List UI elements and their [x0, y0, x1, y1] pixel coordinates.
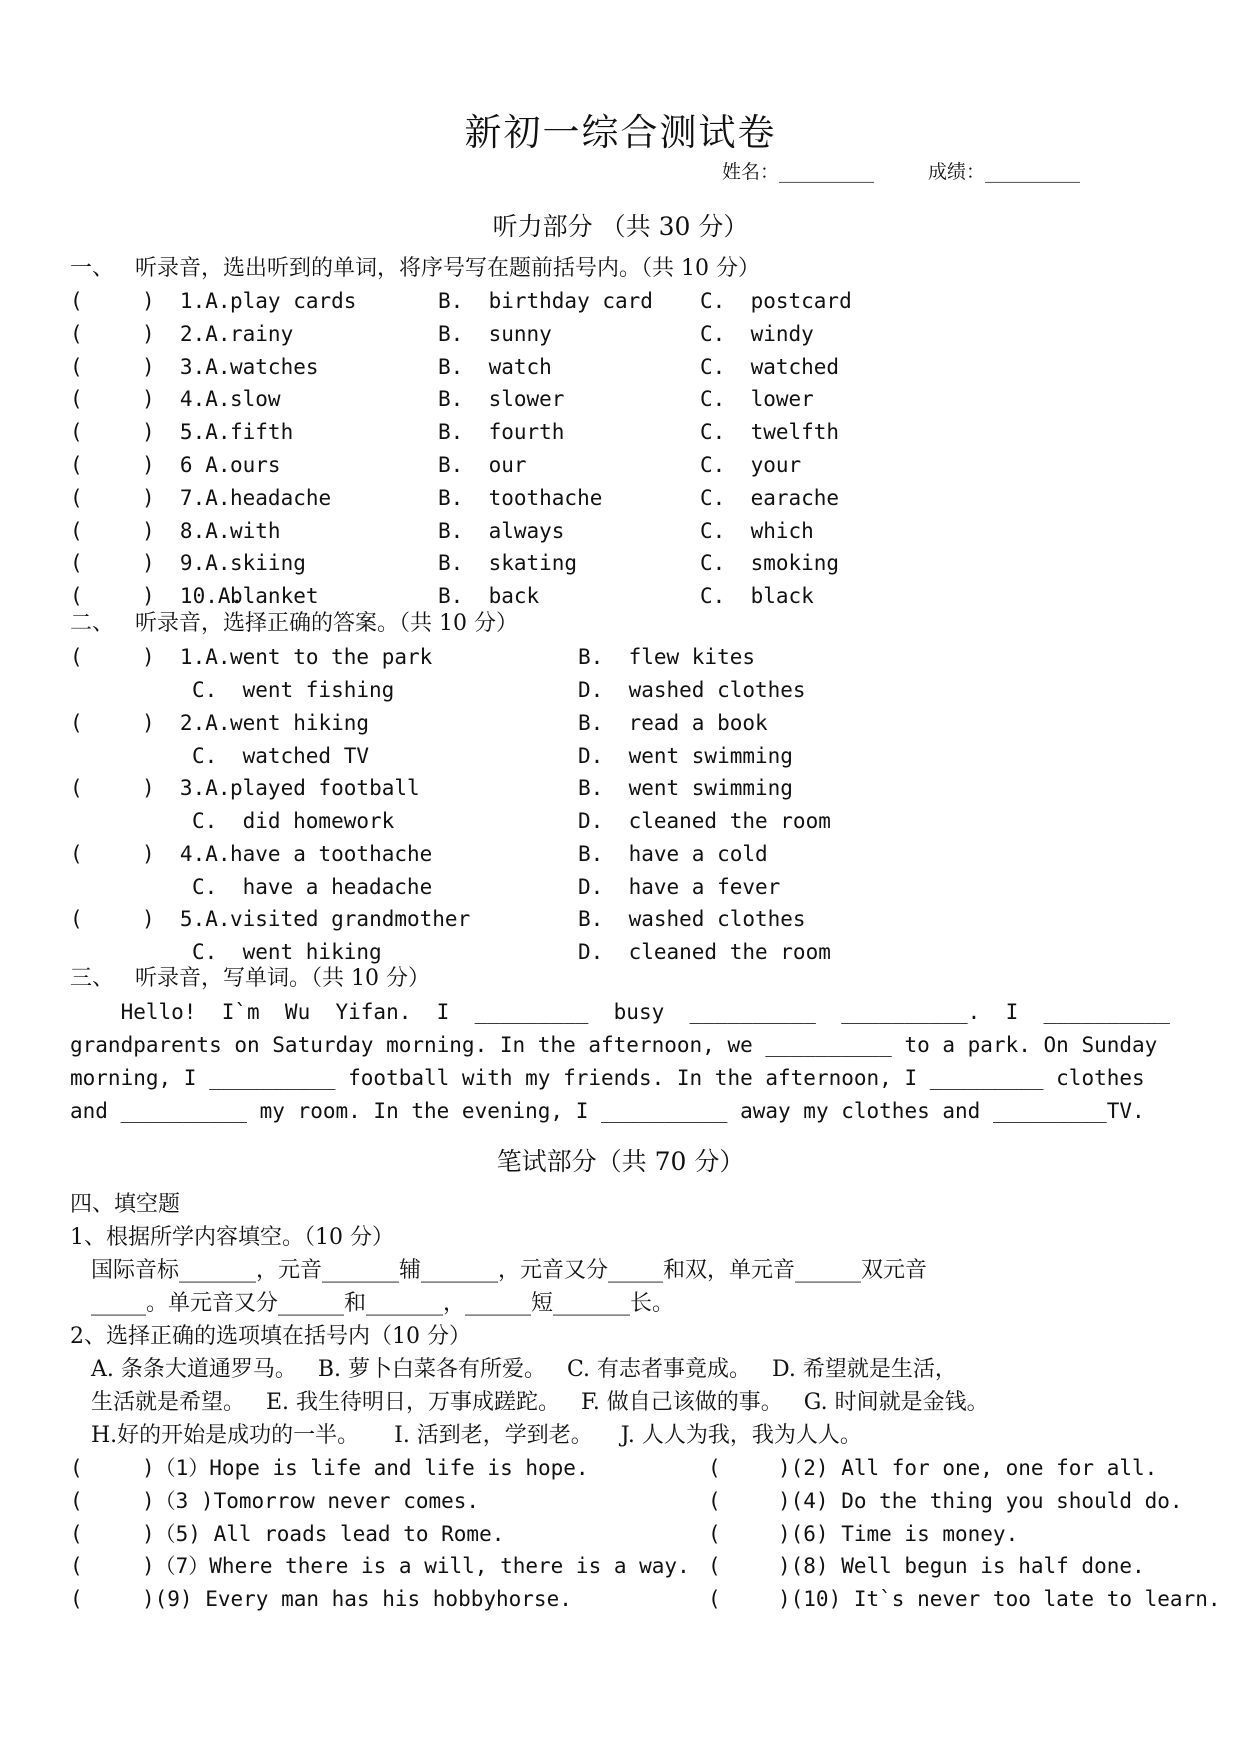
question-number: ) 5.A. — [142, 907, 231, 931]
answer-bracket-open: ( — [70, 322, 83, 346]
option-c: C. earache — [700, 486, 840, 510]
option-a: visited grandmother — [230, 907, 471, 931]
proverb-left: )(9) Every man has his hobbyhorse. — [142, 1587, 572, 1611]
option-b: B. have a cold — [578, 842, 768, 866]
answer-bracket-open: ( — [70, 1554, 83, 1578]
passage-line: and __________ my room. In the evening, I __________ away my clothes and _________TV. — [70, 1099, 1145, 1123]
question-number: ) 7.A. — [142, 486, 231, 510]
answer-bracket-open: ( — [70, 1522, 83, 1546]
answer-bracket-open: ( — [70, 551, 83, 575]
option-a: ours — [230, 453, 281, 477]
option-b: B. always — [438, 519, 565, 543]
score-field-label: 成绩：__________ — [928, 161, 1081, 183]
answer-bracket-open: ( — [70, 907, 83, 931]
name-field-label: 姓名：__________ — [722, 161, 875, 183]
option-b: B. watch — [438, 355, 552, 379]
option-b: B. flew kites — [578, 645, 756, 669]
option-a: rainy — [230, 322, 294, 346]
question-number: ) 4.A. — [142, 387, 231, 411]
question-number: ) 1.A. — [142, 289, 231, 313]
option-a: blanket — [230, 584, 319, 608]
proverb-right: )(6) Time is money. — [778, 1522, 1019, 1546]
proverb-right: )(10) It`s never too late to learn. — [778, 1587, 1221, 1611]
question-number: ) 1.A. — [142, 645, 231, 669]
option-c: C. did homework — [192, 809, 395, 833]
option-a: skiing — [230, 551, 306, 575]
answer-bracket-open: ( — [708, 1489, 721, 1513]
question-number: ) 2.A. — [142, 711, 231, 735]
option-c: C. which — [700, 519, 814, 543]
option-c: C. black — [700, 584, 814, 608]
answer-bracket-open: ( — [70, 486, 83, 510]
option-b: B. slower — [438, 387, 565, 411]
part4-q2-options-line3: H.好的开始是成功的一半。 I. 活到老，学到老。 J. 人人为我，我为人人。 — [70, 1423, 862, 1448]
option-a: fifth — [230, 420, 294, 444]
option-b: B. went swimming — [578, 776, 793, 800]
answer-bracket-open: ( — [708, 1554, 721, 1578]
question-number: ) 3.A. — [142, 355, 231, 379]
written-section-heading: 笔试部分（共 70 分） — [496, 1147, 745, 1176]
answer-bracket-open: ( — [70, 842, 83, 866]
option-c: C. postcard — [700, 289, 852, 313]
answer-bracket-open: ( — [70, 355, 83, 379]
answer-bracket-open: ( — [70, 1456, 83, 1480]
option-a: have a toothache — [230, 842, 433, 866]
answer-bracket-open: ( — [708, 1587, 721, 1611]
part4-heading: 四、填空题 — [70, 1192, 181, 1217]
page-title: 新初一综合测试卷 — [464, 111, 777, 154]
question-number: ) 10.A. — [142, 584, 244, 608]
option-c: C. smoking — [700, 551, 840, 575]
answer-bracket-open: ( — [70, 711, 83, 735]
question-number: ) 8.A. — [142, 519, 231, 543]
option-b: B. washed clothes — [578, 907, 806, 931]
option-c: C. went fishing — [192, 678, 395, 702]
option-b: B. our — [438, 453, 527, 477]
question-number: ) 2.A. — [142, 322, 231, 346]
option-c: C. twelfth — [700, 420, 840, 444]
question-number: ) 4.A. — [142, 842, 231, 866]
option-b: B. toothache — [438, 486, 603, 510]
option-c: C. windy — [700, 322, 814, 346]
option-c: C. watched — [700, 355, 840, 379]
answer-bracket-open: ( — [708, 1522, 721, 1546]
part1-heading: 一、 听录音，选出听到的单词，将序号写在题前括号内。（共 10 分） — [70, 256, 760, 281]
proverb-right: )(4) Do the thing you should do. — [778, 1489, 1183, 1513]
option-c: C. have a headache — [192, 875, 433, 899]
part4-q2-options-line1: A. 条条大道通罗马。 B. 萝卜白菜各有所爱。 C. 有志者事竟成。 D. 希望就是生活， — [70, 1357, 957, 1382]
option-b: B. back — [438, 584, 540, 608]
answer-bracket-open: ( — [70, 519, 83, 543]
proverb-right: )(8) Well begun is half done. — [778, 1554, 1145, 1578]
option-a: slow — [230, 387, 281, 411]
option-c: C. lower — [700, 387, 814, 411]
option-c: C. your — [700, 453, 802, 477]
proverb-left: )（5) All roads lead to Rome. — [142, 1522, 505, 1546]
passage-line: morning, I __________ football with my friends. In the afternoon, I _________ clothes — [70, 1066, 1145, 1090]
option-d: D. cleaned the room — [578, 940, 831, 964]
passage-line: Hello! I`m Wu Yifan. I _________ busy __________ __________. I __________ — [70, 1000, 1170, 1024]
option-b: B. skating — [438, 551, 578, 575]
answer-bracket-open: ( — [70, 420, 83, 444]
proverb-left: )（3 )Tomorrow never comes. — [142, 1489, 480, 1513]
option-b: B. sunny — [438, 322, 552, 346]
option-a: play cards — [230, 289, 357, 313]
answer-bracket-open: ( — [70, 1587, 83, 1611]
part4-q1-line1: 国际音标_______，元音_______辅_______，元音又分_____和双，单元音______双元音 — [70, 1258, 927, 1283]
question-number: ) 3.A. — [142, 776, 231, 800]
part4-q2-heading: 2、选择正确的选项填在括号内（10 分） — [70, 1324, 471, 1349]
option-d: D. have a fever — [578, 875, 781, 899]
answer-bracket-open: ( — [70, 776, 83, 800]
option-d: D. washed clothes — [578, 678, 806, 702]
option-b: B. fourth — [438, 420, 565, 444]
passage-line: grandparents on Saturday morning. In the afternoon, we __________ to a park. On Sunday — [70, 1033, 1158, 1057]
answer-bracket-open: ( — [70, 453, 83, 477]
answer-bracket-open: ( — [70, 387, 83, 411]
part2-heading: 二、 听录音，选择正确的答案。（共 10 分） — [70, 611, 518, 636]
answer-bracket-open: ( — [70, 1489, 83, 1513]
option-a: went hiking — [230, 711, 370, 735]
proverb-left: )（7）Where there is a will, there is a way. — [142, 1554, 690, 1578]
answer-bracket-open: ( — [70, 645, 83, 669]
part4-q1-heading: 1、根据所学内容填空。（10 分） — [70, 1225, 394, 1250]
option-d: D. went swimming — [578, 744, 793, 768]
answer-bracket-open: ( — [708, 1456, 721, 1480]
option-a: with — [230, 519, 281, 543]
option-a: headache — [230, 486, 332, 510]
option-b: B. read a book — [578, 711, 768, 735]
part3-heading: 三、 听录音，写单词。（共 10 分） — [70, 966, 430, 991]
proverb-right: )(2) All for one, one for all. — [778, 1456, 1158, 1480]
question-number: ) 9.A. — [142, 551, 231, 575]
proverb-left: )（1）Hope is life and life is hope. — [142, 1456, 589, 1480]
option-a: went to the park — [230, 645, 433, 669]
answer-bracket-open: ( — [70, 584, 83, 608]
option-a: played football — [230, 776, 420, 800]
listening-section-heading: 听力部分 （共 30 分） — [492, 212, 749, 241]
option-d: D. cleaned the room — [578, 809, 831, 833]
option-c: C. watched TV — [192, 744, 370, 768]
option-c: C. went hiking — [192, 940, 382, 964]
question-number: ) 5.A. — [142, 420, 231, 444]
answer-bracket-open: ( — [70, 289, 83, 313]
part4-q1-line2: _____。单元音又分______和_______，______短_______长。 — [70, 1291, 674, 1316]
part4-q2-options-line2: 生活就是希望。 E. 我生待明日，万事成蹉跎。 F. 做自己该做的事。 G. 时间就是金钱。 — [70, 1390, 989, 1415]
option-a: watches — [230, 355, 319, 379]
question-number: ) 6 A. — [142, 453, 231, 477]
option-b: B. birthday card — [438, 289, 653, 313]
